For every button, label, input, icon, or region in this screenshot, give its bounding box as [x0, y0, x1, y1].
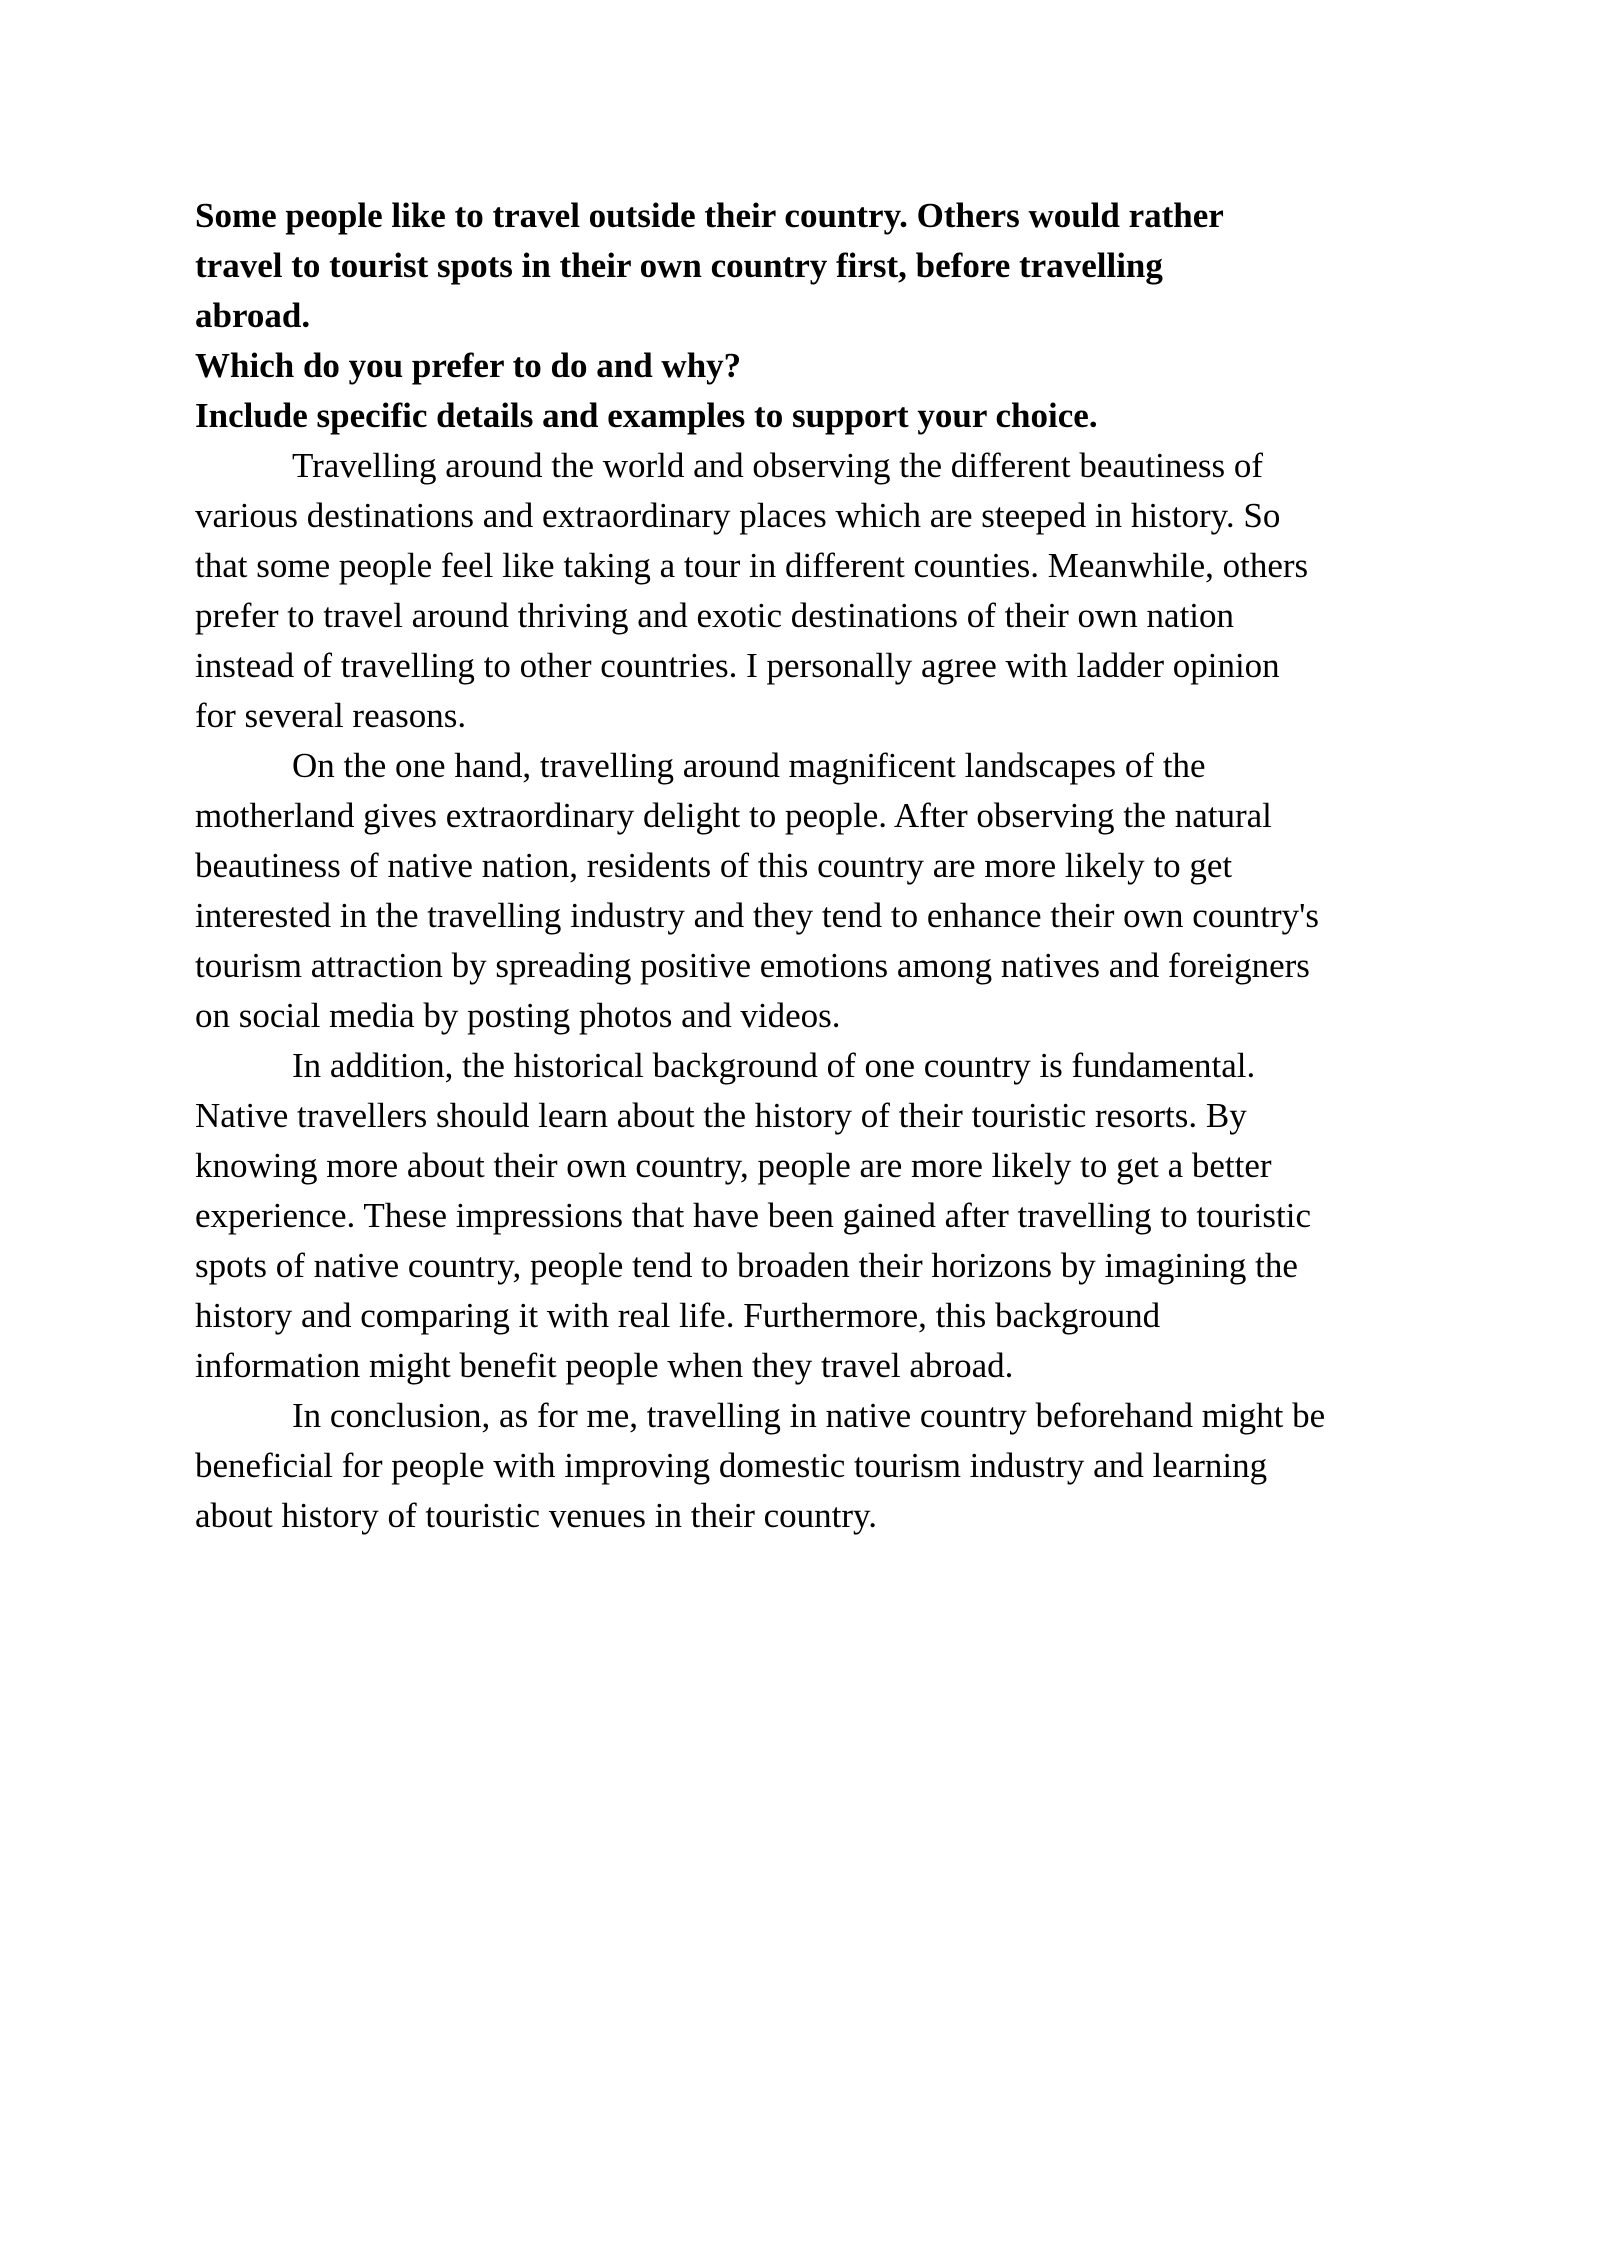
paragraph-line: for several reasons.	[195, 696, 467, 735]
paragraph-line: beautiness of native nation, residents of this country are more likely to get	[195, 846, 1233, 885]
paragraph-line: experience. These impressions that have been gained after travelling to touristic	[195, 1196, 1312, 1235]
paragraph-line: various destinations and extraordinary places which are steeped in history. So	[195, 496, 1281, 535]
prompt-instruction: Include specific details and examples to support your choice.	[195, 396, 1098, 435]
prompt-line: travel to tourist spots in their own country first, before travelling	[195, 246, 1163, 285]
paragraph-line: motherland gives extraordinary delight to people. After observing the natural	[195, 796, 1272, 835]
paragraph-line: tourism attraction by spreading positive emotions among natives and foreigners	[195, 946, 1310, 985]
paragraph-line: instead of travelling to other countries. I personally agree with ladder opinion	[195, 646, 1280, 685]
paragraph-line: In conclusion, as for me, travelling in native country beforehand might be	[292, 1396, 1326, 1435]
paragraph-line: interested in the travelling industry and they tend to enhance their own country's	[195, 896, 1320, 935]
paragraph-line: Travelling around the world and observing the different beautiness of	[292, 446, 1264, 485]
paragraph-line: Native travellers should learn about the history of their touristic resorts. By	[195, 1096, 1247, 1135]
paragraph-line: that some people feel like taking a tour in different counties. Meanwhile, others	[195, 546, 1309, 585]
prompt-line: Some people like to travel outside their country. Others would rather	[195, 196, 1224, 235]
paragraph-line: history and comparing it with real life. Furthermore, this background	[195, 1296, 1161, 1335]
essay-paragraph-body-2	[195, 1041, 1455, 1391]
paragraph-line: on social media by posting photos and videos.	[195, 996, 841, 1035]
prompt-question: Which do you prefer to do and why?	[195, 346, 742, 385]
paragraph-line: spots of native country, people tend to broaden their horizons by imagining the	[195, 1246, 1298, 1285]
paragraph-line: In addition, the historical background of one country is fundamental.	[292, 1046, 1256, 1085]
essay-paragraph-conclusion	[195, 1391, 1455, 1541]
paragraph-line: about history of touristic venues in their country.	[195, 1496, 878, 1535]
paragraph-line: On the one hand, travelling around magnificent landscapes of the	[292, 746, 1206, 785]
paragraph-line: prefer to travel around thriving and exotic destinations of their own nation	[195, 596, 1235, 635]
paragraph-line: information might benefit people when they travel abroad.	[195, 1346, 1014, 1385]
paragraph-line: beneficial for people with improving domestic tourism industry and learning	[195, 1446, 1268, 1485]
essay-prompt	[195, 191, 1455, 441]
prompt-line: abroad.	[195, 296, 311, 335]
essay-paragraph-body-1	[195, 741, 1455, 1041]
essay-body	[195, 441, 1455, 1541]
paragraph-line: knowing more about their own country, people are more likely to get a better	[195, 1146, 1272, 1185]
document-page	[195, 191, 1455, 1541]
essay-paragraph-introduction	[195, 441, 1455, 741]
